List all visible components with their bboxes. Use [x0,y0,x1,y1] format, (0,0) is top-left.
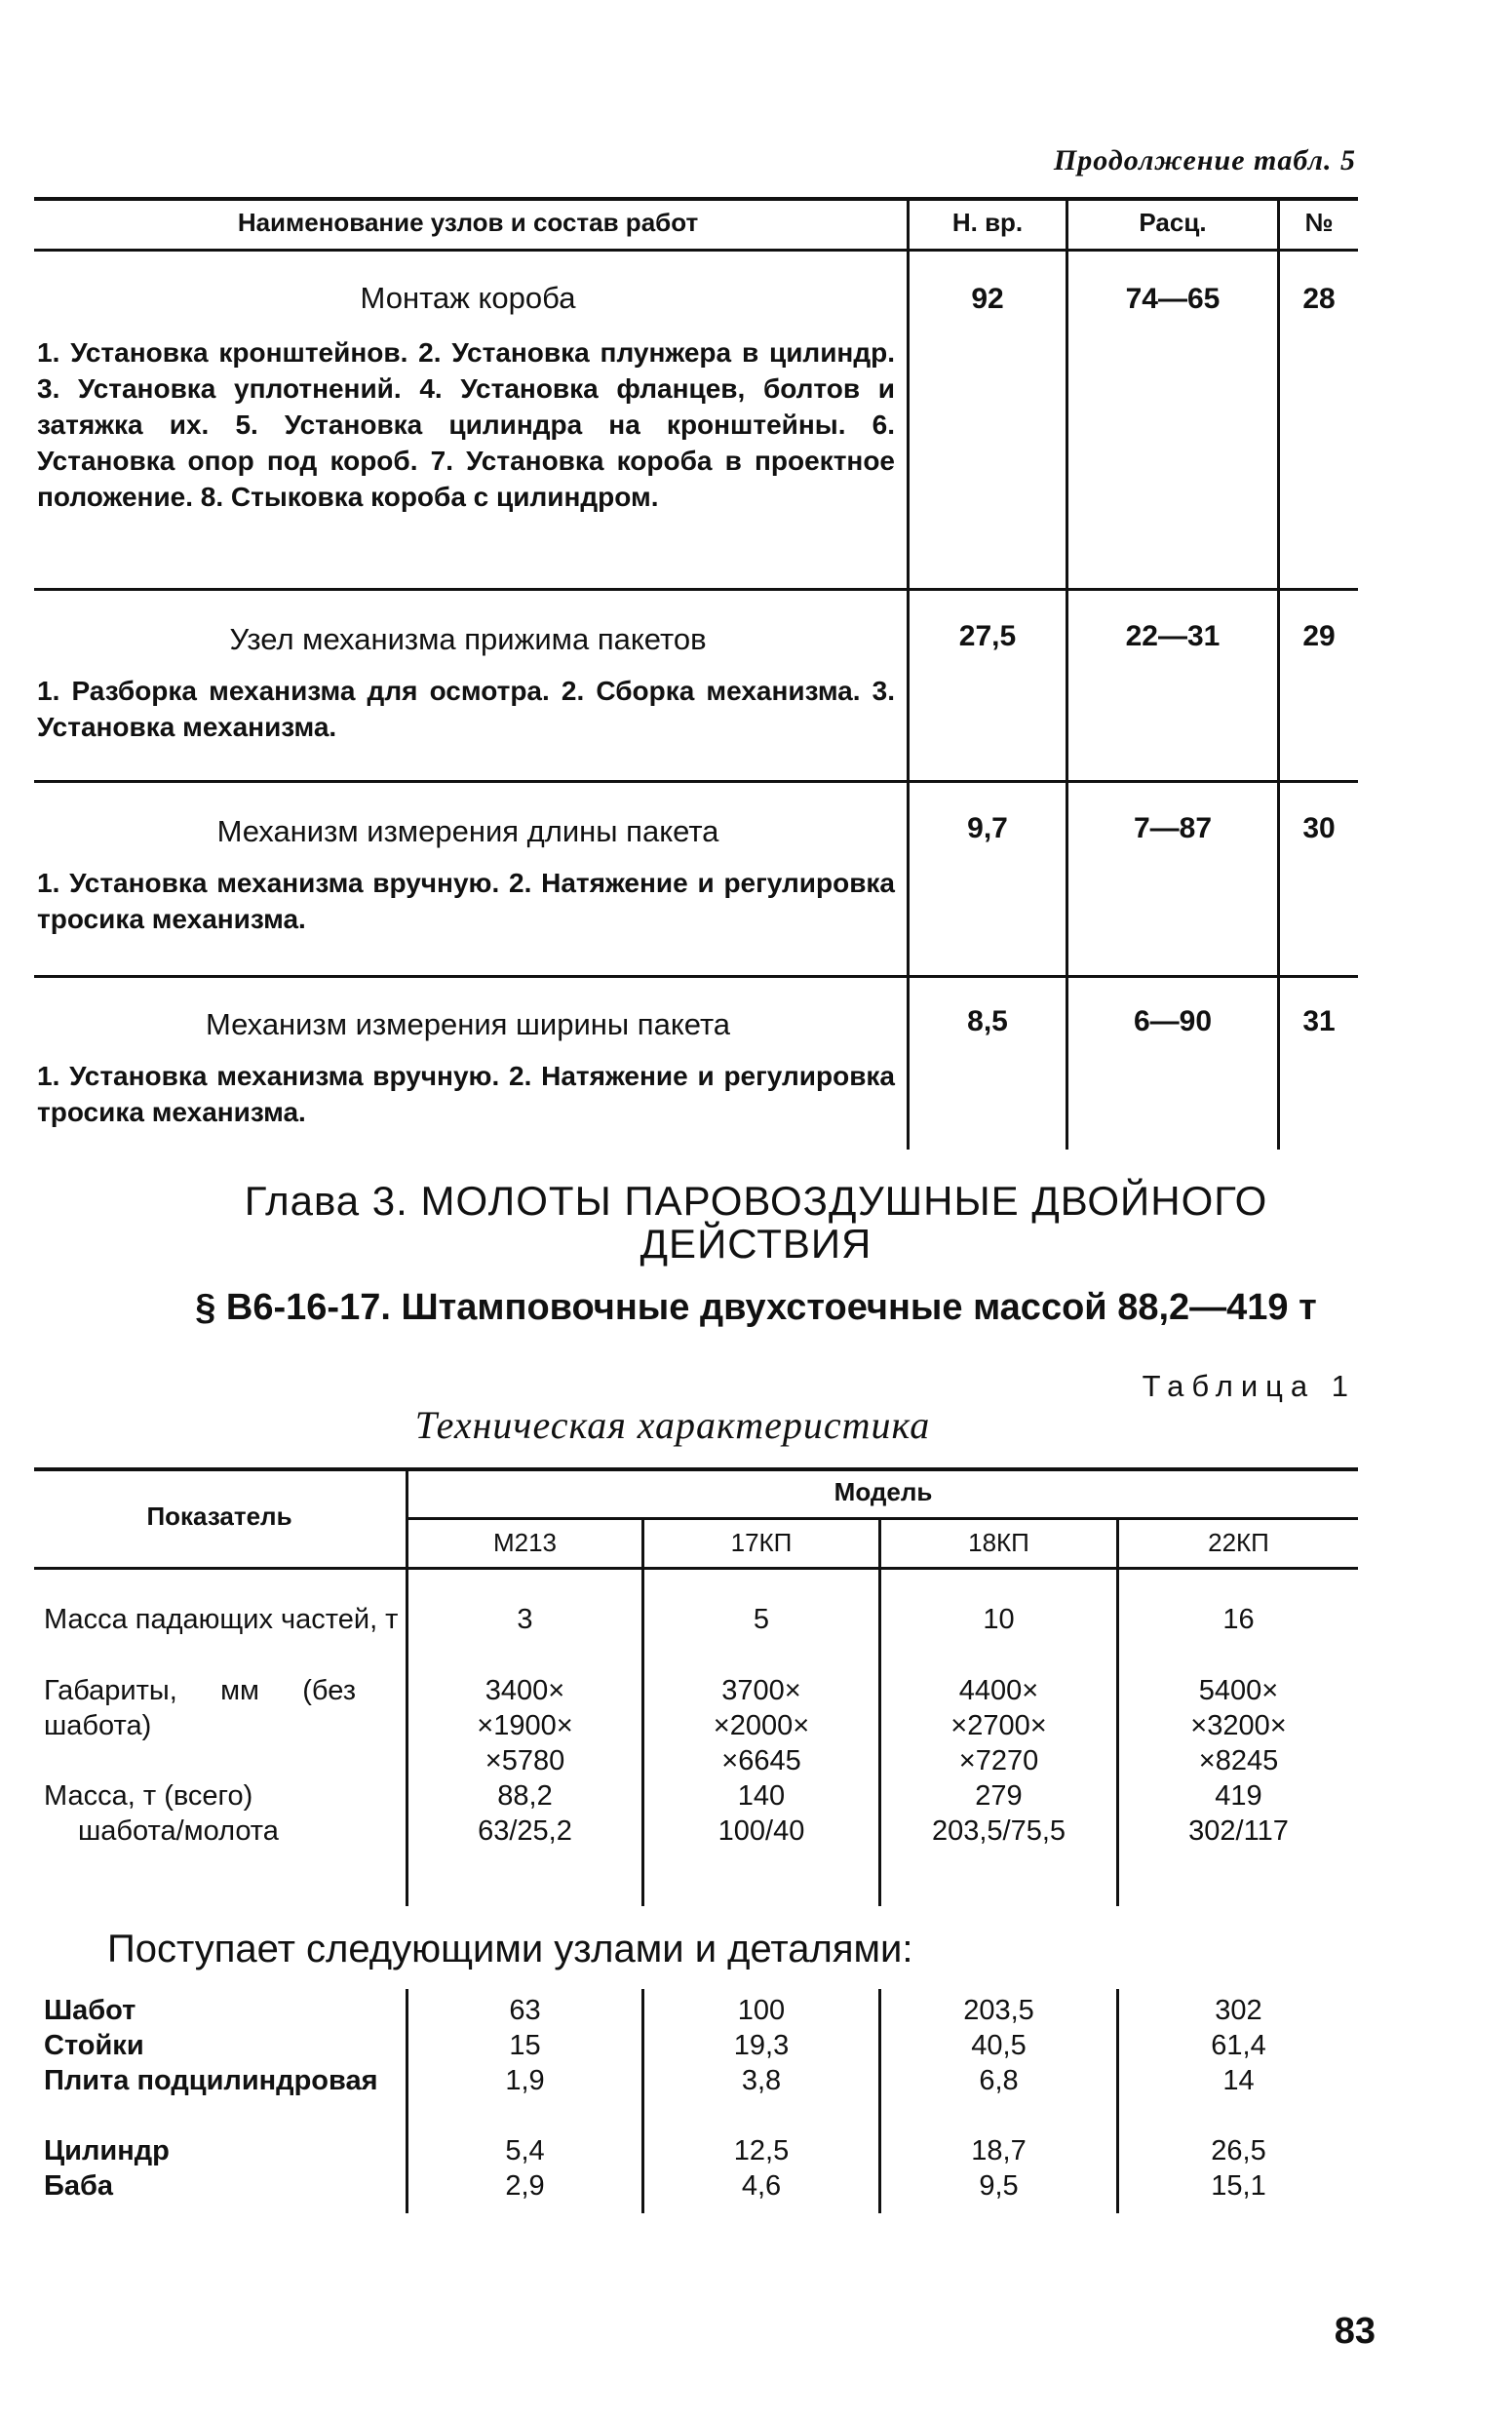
chapter-title-line: Глава 3. МОЛОТЫ ПАРОВОЗДУШНЫЕ ДВОЙНОГО [244,1178,1268,1224]
table-cell: 12,5 [733,2135,790,2166]
table-cell: 15 [509,2030,541,2061]
chapter-title-line: ДЕЙСТВИЯ [640,1221,872,1267]
section-rule [34,975,1358,978]
norm-value: 27,5 [958,620,1017,652]
model-header-rule [406,1517,1358,1520]
model-name: М213 [492,1528,558,1557]
header-number: № [1304,208,1334,237]
section-rule [34,588,1358,591]
table-cell: 302 [1215,1995,1262,2026]
table-cell: 4,6 [741,2170,782,2202]
table-cell: 63/25,2 [478,1815,572,1847]
table-cell: 2,9 [505,2170,545,2202]
section-body: 1. Установка механизма вручную. 2. Натяжение и регулировка тросика механизма. [37,1061,895,1127]
table-cell: 203,5/75,5 [931,1815,1066,1847]
row-label: Цилиндр [44,2135,170,2166]
table-continuation-label: Продолжение табл. 5 [1053,144,1356,176]
table-cell: 3700× ×2000× ×6645 [713,1675,810,1776]
section-body: 1. Разборка механизма для осмотра. 2. Сборка механизма. 3. Установка механизма. [37,676,895,742]
header-indicator: Показатель [146,1502,292,1531]
row-label: Габариты, мм (без шабота) [44,1675,356,1741]
table-cell: 16 [1222,1604,1255,1635]
norm-value: 8,5 [967,1005,1008,1037]
page-number: 83 [1334,2311,1376,2352]
row-label: Масса падающих частей, т [44,1604,399,1635]
table-cell: 3,8 [741,2065,782,2096]
row-number: 28 [1302,283,1336,315]
section-rule [34,780,1358,783]
price-value: 22—31 [1125,620,1221,652]
section-title: Узел механизма прижима пакетов [229,622,707,656]
table-cell: 5400× ×3200× ×8245 [1190,1675,1287,1776]
norm-value: 9,7 [967,812,1008,844]
price-value: 7—87 [1133,812,1213,844]
model-name: 18КП [968,1528,1029,1557]
table-cell: 5,4 [505,2135,545,2166]
chapter-title [0,1180,1512,1266]
row-label: Баба [44,2170,114,2202]
table-cell: 15,1 [1211,2170,1266,2202]
row-label: Шабот [44,1995,136,2026]
table-cell: 3 [517,1604,533,1635]
price-value: 6—90 [1133,1005,1213,1037]
row-label: Плита подцилиндровая [44,2065,378,2096]
table-cell: 19,3 [733,2030,790,2061]
table-cell: 1,9 [505,2065,545,2096]
model-name: 22КП [1208,1528,1269,1557]
row-label: шабота/молота [78,1815,279,1847]
header-bottom-rule [34,1567,1358,1570]
supply-title: Поступает следующими узлами и деталями: [107,1928,913,1970]
table-top-rule [34,197,1358,201]
header-price: Расц. [1139,208,1207,237]
row-label: Стойки [44,2030,144,2061]
table-cell: 88,2 [497,1780,553,1812]
table-cell: 63 [509,1995,541,2026]
header-bottom-rule [34,249,1358,252]
row-label: Масса, т (всего) [44,1780,253,1812]
section-title: Механизм измерения ширины пакета [205,1007,731,1041]
section-title: Механизм измерения длины пакета [216,814,719,848]
table-cell: 26,5 [1211,2135,1266,2166]
model-name: 17КП [730,1528,793,1557]
price-value: 74—65 [1125,283,1221,315]
table-top-rule [34,1467,1358,1471]
header-works: Наименование узлов и состав работ [237,208,699,237]
table-cell: 40,5 [971,2030,1027,2061]
row-number: 29 [1302,620,1336,652]
section-body: 1. Установка механизма вручную. 2. Натяжение и регулировка тросика механизма. [37,868,895,934]
table-label: Таблица 1 [1142,1369,1356,1403]
table-cell: 279 [975,1780,1023,1812]
table-cell: 419 [1215,1780,1262,1812]
table-cell: 3400× ×1900× ×5780 [477,1675,573,1776]
table-cell: 61,4 [1211,2030,1266,2061]
table-cell: 203,5 [963,1995,1034,2026]
table-cell: 4400× ×2700× ×7270 [950,1675,1047,1776]
table-cell: 100/40 [717,1815,805,1847]
table-cell: 10 [983,1604,1015,1635]
table-cell: 5 [753,1604,770,1635]
table-cell: 6,8 [979,2065,1019,2096]
table-cell: 9,5 [979,2170,1019,2202]
norm-value: 92 [971,283,1004,315]
row-number: 30 [1302,812,1336,844]
table-subtitle: Техническая характеристика [414,1403,931,1447]
table-cell: 302/117 [1188,1815,1289,1847]
paragraph-heading: § В6-16-17. Штамповочные двухстоечные массой 88,2—419 т [195,1287,1317,1328]
table-cell: 140 [737,1780,786,1812]
section-title: Монтаж короба [360,281,576,315]
table-cell: 14 [1222,2065,1255,2096]
header-norm: Н. вр. [951,208,1024,237]
row-number: 31 [1302,1005,1336,1037]
header-model: Модель [834,1477,933,1506]
table-cell: 100 [737,1995,786,2026]
table-cell: 18,7 [971,2135,1027,2166]
section-body: 1. Установка кронштейнов. 2. Установка плунжера в цилиндр. 3. Установка уплотнений. 4. Установка фланцев, болтов и затяжка их. 5. Установка цилиндра на кронштейны. 6. Установка опор под короб. 7. Установка короба в проектное положение. 8. Стыковка короба с цилиндром. [37,337,895,512]
